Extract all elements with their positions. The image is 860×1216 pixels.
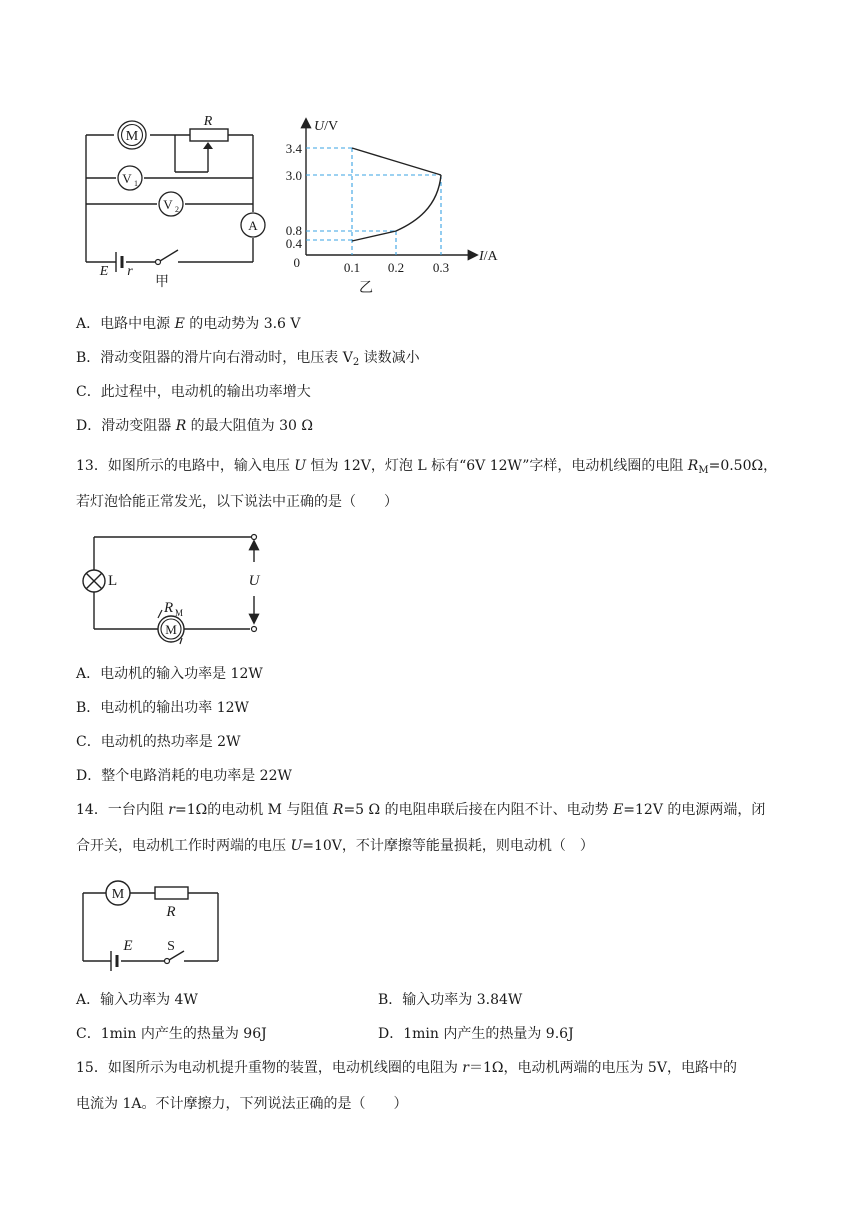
- svg-text:A: A: [248, 218, 258, 233]
- svg-text:2: 2: [175, 205, 179, 214]
- svg-text:0.3: 0.3: [432, 260, 450, 275]
- svg-text:R: R: [166, 904, 176, 920]
- svg-text:V: V: [122, 171, 132, 186]
- q14-stem-line1: 14．一台内阻 r=1Ω的电动机 M 与阻值 R=5 Ω 的电阻串联后接在内阻不计、电动势 E=12V 的电源两端，闭: [76, 802, 766, 818]
- rheostat-symbol: [190, 129, 228, 141]
- q13-stem-line1: 13．如图所示的电路中，输入电压 U 恒为 12V，灯泡 L 标有“6V 12W”字样，电动机线圈的电阻 $R_M=0.50\Omega$，: [76, 458, 778, 476]
- svg-text:乙: 乙: [359, 281, 373, 296]
- svg-text:E: E: [123, 938, 133, 954]
- q15-stem-line2: 电流为 1A。不计摩擦力，下列说法正确的是（ ）: [76, 1096, 408, 1112]
- motor-symbol: [106, 881, 130, 905]
- q13-option-c[interactable]: C．电动机的热功率是 2W: [76, 734, 241, 750]
- svg-text:甲: 甲: [155, 275, 169, 290]
- q15-stem-line1: 15．如图所示为电动机提升重物的装置，电动机线圈的电阻为 r＝1Ω，电动机两端的电压为 5V，电路中的: [76, 1060, 737, 1076]
- q12-option-d[interactable]: D．滑动变阻器 R 的最大阻值为 30 Ω: [76, 418, 314, 434]
- q13-circuit: [78, 528, 278, 648]
- motor-symbol: [118, 121, 146, 149]
- svg-text:E: E: [99, 264, 109, 279]
- svg-text:3.4: 3.4: [285, 141, 302, 156]
- svg-text:3.0: 3.0: [285, 168, 302, 183]
- q14-circuit: [78, 876, 238, 976]
- q13-option-b[interactable]: B．电动机的输出功率 12W: [76, 700, 249, 716]
- q14-stem-line2: 合开关，电动机工作时两端的电压 U=10V，不计摩擦等能量损耗，则电动机（ ）: [76, 838, 594, 854]
- svg-text:R: R: [203, 114, 213, 129]
- svg-text:L: L: [108, 573, 118, 589]
- svg-text:M: M: [165, 622, 177, 637]
- ammeter: [241, 213, 265, 237]
- voltmeter-v1: [118, 166, 142, 190]
- svg-text:R: R: [164, 600, 174, 616]
- svg-text:U/V: U/V: [314, 119, 339, 134]
- svg-text:0.1: 0.1: [343, 260, 361, 275]
- q14-option-c[interactable]: C．1min 内产生的热量为 96J: [76, 1026, 267, 1042]
- resistor-symbol: [155, 887, 188, 899]
- q13-option-a[interactable]: A．电动机的输入功率是 12W: [76, 666, 263, 682]
- svg-text:S: S: [167, 939, 175, 954]
- q14-option-d[interactable]: D．1min 内产生的热量为 9.6J: [378, 1026, 574, 1042]
- svg-text:0.2: 0.2: [387, 260, 405, 275]
- q12-option-c[interactable]: C．此过程中，电动机的输出功率增大: [76, 384, 311, 400]
- svg-text:0.8: 0.8: [285, 223, 302, 238]
- voltmeter-v2: [159, 192, 183, 216]
- svg-text:M: M: [175, 608, 184, 618]
- svg-text:0.4: 0.4: [285, 236, 302, 251]
- svg-text:U: U: [248, 573, 260, 589]
- q13-stem-line2: 若灯泡恰能正常发光，以下说法中正确的是（ ）: [76, 494, 398, 510]
- q14-option-a[interactable]: A．输入功率为 4W: [76, 992, 198, 1008]
- q14-option-b[interactable]: B．输入功率为 3.84W: [378, 992, 523, 1008]
- fig12-graph: [276, 112, 506, 296]
- svg-text:I/A: I/A: [479, 249, 498, 264]
- fig12-circuit: [78, 112, 278, 292]
- svg-text:M: M: [125, 129, 139, 144]
- lamp-symbol: [83, 570, 105, 592]
- svg-text:V: V: [163, 197, 173, 212]
- q12-option-a[interactable]: A．电路中电源 E 的电动势为 3.6 V: [76, 316, 301, 332]
- svg-text:M: M: [111, 887, 125, 902]
- svg-text:1: 1: [134, 179, 138, 188]
- q12-option-b[interactable]: B．滑动变阻器的滑片向右滑动时，电压表 $V_2$ 读数减小: [76, 350, 420, 368]
- q13-option-d[interactable]: D．整个电路消耗的电功率是 22W: [76, 768, 292, 784]
- svg-text:0: 0: [293, 255, 300, 270]
- svg-text:r: r: [127, 264, 133, 279]
